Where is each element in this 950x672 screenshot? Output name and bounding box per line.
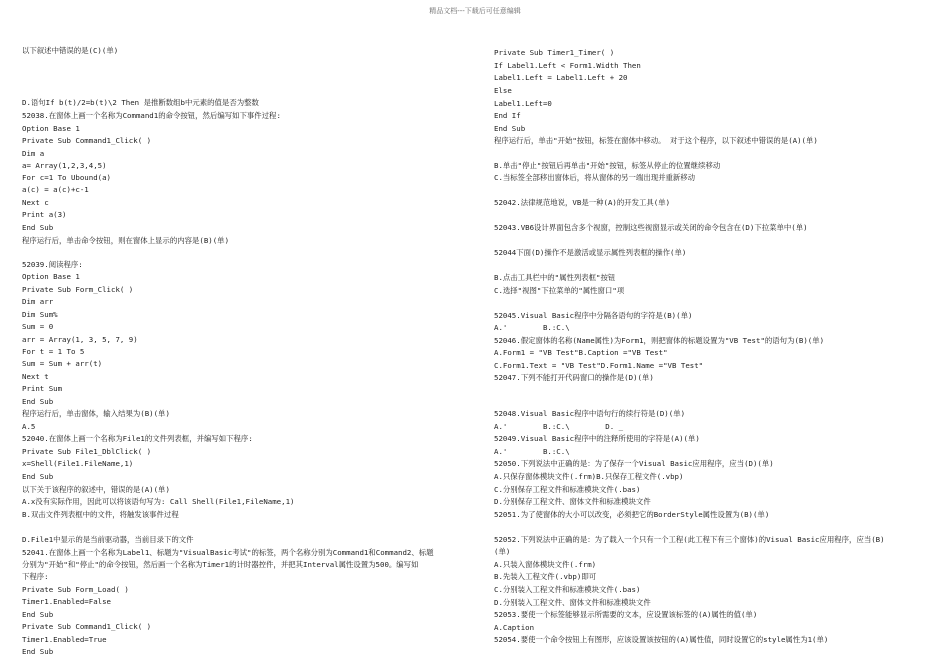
text-line: End Sub	[494, 124, 526, 133]
text-line: End If	[494, 111, 521, 120]
text-line: Option Base 1	[22, 272, 80, 281]
text-line: 程序运行后，单击命令按钮，则在窗体上显示的内容是(B)(单)	[22, 236, 230, 245]
text-line: 52043.VB6设计界面包含多个视窗，控制这些视窗显示或关闭的命令包含在(D)下拉菜单中(单)	[494, 223, 808, 232]
text-line: A.' B.:C.\	[494, 323, 570, 332]
text-line: Private Sub Form_Click( )	[22, 285, 134, 294]
text-line: A.x没有实际作用，因此可以将该语句写为: Call Shell(File1,FileName,1)	[22, 497, 295, 506]
text-line: Private Sub File1_DblClick( )	[22, 447, 152, 456]
text-line: Print a(3)	[22, 210, 67, 219]
text-line: C.分别装入工程文件和标准模块文件(.bas)	[494, 585, 641, 594]
text-line: A.' B.:C.\ D. _	[494, 422, 624, 431]
text-line: 以下关于该程序的叙述中，错误的是(A)(单)	[22, 485, 170, 494]
text-line: C.当标签全部移出窗体后，将从窗体的另一端出现并重新移动	[494, 173, 696, 182]
text-line: D.语句If b(t)/2=b(t)\2 Then 是推断数组b中元素的值是否为整数	[22, 98, 259, 107]
text-line: a= Array(1,2,3,4,5)	[22, 161, 107, 170]
text-line: Option Base 1	[22, 124, 80, 133]
text-line: x=Shell(File1.FileName,1)	[22, 459, 134, 468]
text-line: A.5	[22, 422, 36, 431]
text-line: For t = 1 To 5	[22, 347, 85, 356]
text-line: 52042.法律规范地说，VB是一种(A)的开发工具(单)	[494, 198, 671, 207]
text-line: D.分别装入工程文件、窗体文件和标准模块文件	[494, 598, 651, 607]
text-line: 52053.要使一个标签能够显示所需要的文本，应设置该标签的(A)属性的值(单)	[494, 610, 758, 619]
text-line: 52038.在窗体上画一个名称为Command1的命令按钮，然后编写如下事件过程:	[22, 111, 281, 120]
text-line: C.分别保存工程文件和标准模块文件(.bas)	[494, 485, 641, 494]
text-line: 程序运行后，单击窗体，输入结果为(B)(单)	[22, 409, 170, 418]
text-line: 52052.下列说法中正确的是：为了载入一个只有一个工程(此工程下有三个窗体)的Visual Basic应用程序，应当(B)	[494, 535, 885, 544]
text-line: Private Sub Form_Load( )	[22, 585, 129, 594]
text-line: D.分别保存工程文件、窗体文件和标准模块文件	[494, 497, 651, 506]
text-line: 52039.阅读程序:	[22, 260, 83, 269]
text-line: Timer1.Enabled=True	[22, 635, 107, 644]
text-line: End Sub	[22, 472, 54, 481]
text-line: Next c	[22, 198, 49, 207]
text-line: 分别为"开始"和"停止"的命令按钮，然后画一个名称为Timer1的计时器控件，并把其Interval属性设置为500。编写如	[22, 560, 419, 569]
text-line: 程序运行后，单击"开始"按钮，标签在窗体中移动。 对于这个程序，以下叙述中错误的是(A)(单)	[494, 136, 818, 145]
text-line: B.点击工具栏中的"属性列表框"按钮	[494, 273, 616, 282]
text-line: A.Caption	[494, 623, 535, 632]
text-line: 52047.下列不能打开代码窗口的操作是(D)(单)	[494, 373, 654, 382]
text-line: Print Sum	[22, 384, 63, 393]
text-line: C.Form1.Text = "VB Test"D.Form1.Name ="VB Test"	[494, 361, 704, 370]
text-line: D.File1中显示的是当前驱动器，当前目录下的文件	[22, 535, 194, 544]
text-line: End Sub	[22, 610, 54, 619]
text-line: a(c) = a(c)+c-1	[22, 185, 89, 194]
text-line: 52050.下列说法中正确的是：为了保存一个Visual Basic应用程序，应当(D)(单)	[494, 459, 774, 468]
text-line: Label1.Left = Label1.Left + 20	[494, 73, 628, 82]
text-line: 52049.Visual Basic程序中的注释所使用的字符是(A)(单)	[494, 434, 700, 443]
text-line: Private Sub Command1_Click( )	[22, 136, 152, 145]
text-line: Dim Sum%	[22, 310, 58, 319]
text-line: (单)	[494, 547, 511, 556]
text-line: Dim arr	[22, 297, 54, 306]
text-line: 52045.Visual Basic程序中分隔各语句的字符是(B)(单)	[494, 311, 693, 320]
text-line: 52048.Visual Basic程序中语句行的续行符是(D)(单)	[494, 409, 686, 418]
text-line: For c=1 To Ubound(a)	[22, 173, 111, 182]
text-line: A.Form1 = "VB Test"B.Caption ="VB Test"	[494, 348, 668, 357]
text-line: 52051.为了使窗体的大小可以改变，必须把它的BorderStyle属性设置为(B)(单)	[494, 510, 770, 519]
text-line: Else	[494, 86, 512, 95]
text-line: Private Sub Timer1_Timer( )	[494, 48, 615, 57]
text-line: arr = Array(1, 3, 5, 7, 9)	[22, 335, 138, 344]
text-line: Label1.Left=0	[494, 99, 552, 108]
text-line: 52054.要使一个命令按钮上有图形，应该设置该按钮的(A)属性值，同时设置它的style属性为1(单)	[494, 635, 829, 644]
text-line: Timer1.Enabled=False	[22, 597, 111, 606]
text-line: 52040.在窗体上画一个名称为File1的文件列表框，并编写如下程序:	[22, 434, 253, 443]
text-line: Next t	[22, 372, 49, 381]
text-line: B.双击文件列表框中的文件，将触发该事件过程	[22, 510, 179, 519]
text-line: End Sub	[22, 647, 54, 656]
text-line: End Sub	[22, 223, 54, 232]
text-line: B.单击"停止"按钮后再单击"开始"按钮，标签从停止的位置继续移动	[494, 161, 721, 170]
text-line: Private Sub Command1_Click( )	[22, 622, 152, 631]
text-line: B.先装入工程文件(.vbp)即可	[494, 572, 597, 581]
text-line: End Sub	[22, 397, 54, 406]
text-line: 以下叙述中错误的是(C)(单)	[22, 46, 119, 55]
text-line: 下程序:	[22, 572, 49, 581]
text-line: A.只保存窗体模块文件(.frm)B.只保存工程文件(.vbp)	[494, 472, 684, 481]
text-line: Dim a	[22, 149, 45, 158]
text-line: If Label1.Left < Form1.Width Then	[494, 61, 641, 70]
text-line: Sum = 0	[22, 322, 54, 331]
text-line: Sum = Sum + arr(t)	[22, 359, 103, 368]
text-line: C.选择"视图"下拉菜单的"属性窗口"项	[494, 286, 625, 295]
text-line: 52041.在窗体上画一个名称为Label1、标题为"VisualBasic考试"的标签，两个名称分别为Command1和Command2、标题	[22, 548, 434, 557]
text-line: 52044下面(D)操作不是激活或显示属性列表框的操作(单)	[494, 248, 687, 257]
text-line: A.只装入窗体模块文件(.frm)	[494, 560, 597, 569]
page-header: 精品文档---下载后可任意编辑	[429, 7, 521, 15]
text-line: A.' B.:C.\	[494, 447, 570, 456]
text-line: 52046.假定窗体的名称(Name属性)为Form1，则把窗体的标题设置为"VB Test"的语句为(B)(单)	[494, 336, 825, 345]
